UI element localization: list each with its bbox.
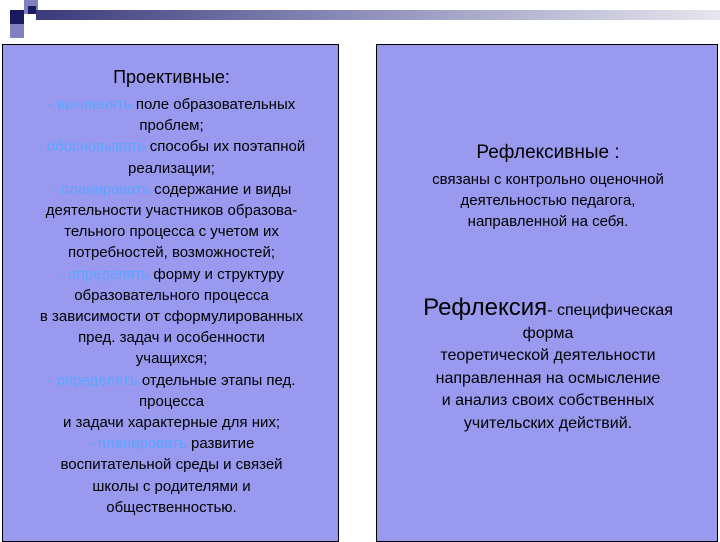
projective-line xyxy=(3,179,340,200)
top-decorative-bar xyxy=(36,10,720,20)
reflexive-panel xyxy=(376,44,718,542)
corner-square-dark-small xyxy=(28,6,36,14)
highlighted-verb: - планировать xyxy=(51,180,150,198)
line-text: и задачи характерные для них; xyxy=(62,414,281,432)
projective-line xyxy=(3,158,340,179)
line-text: образовательного процесса xyxy=(74,286,269,304)
highlighted-verb: - обосновывать xyxy=(37,138,146,156)
description-line: направленной на себя. xyxy=(467,213,629,230)
line-text: воспитательной среды и связей xyxy=(60,456,283,474)
projective-line xyxy=(3,370,340,391)
highlighted-verb: - вычленять xyxy=(47,96,132,113)
highlighted-verb: - определять xyxy=(47,371,138,389)
projective-line xyxy=(3,306,340,327)
line-text: тельного процесса с учетом их xyxy=(64,223,279,241)
reflexion-line: и анализ своих собственных xyxy=(441,392,655,409)
line-text: потребностей, возможностей; xyxy=(67,244,276,262)
reflexion-lines xyxy=(377,323,719,436)
projective-line xyxy=(3,136,340,157)
line-text: реализации; xyxy=(128,159,215,177)
line-text: деятельности участников образова- xyxy=(45,202,298,220)
projective-title: Проективные: xyxy=(113,67,230,87)
line-text: форму и структуру xyxy=(149,265,284,283)
projective-line xyxy=(3,433,340,454)
line-text: поле образовательных xyxy=(131,96,296,113)
line-text: пред. задач и особенности xyxy=(78,329,265,347)
corner-square-blue-low xyxy=(10,24,24,38)
reflexive-title: Рефлексивные : xyxy=(476,142,620,163)
line-text: общественностью. xyxy=(106,498,237,516)
reflexion-first-rest: - специфическая xyxy=(547,302,673,319)
highlighted-verb: - планировать xyxy=(88,435,187,453)
line-text: развитие xyxy=(186,435,255,453)
projective-line xyxy=(3,94,340,115)
corner-square-dark xyxy=(10,10,24,24)
highlighted-verb: - определять xyxy=(59,265,150,283)
line-text: в зависимости от сформулированных xyxy=(39,308,304,326)
projective-line xyxy=(3,348,340,369)
line-text: способы их поэтапной xyxy=(145,138,306,156)
description-line: связаны с контрольно оценочной xyxy=(432,171,664,188)
reflexion-line: направленная на осмысление xyxy=(435,369,661,387)
reflexive-description xyxy=(377,169,719,232)
projective-line xyxy=(3,221,340,242)
line-text: проблем; xyxy=(139,117,204,135)
line-text: содержание и виды xyxy=(149,180,292,198)
description-line: деятельностью педагога, xyxy=(460,192,636,209)
projective-line xyxy=(3,476,340,497)
projective-line xyxy=(3,285,340,306)
projective-panel xyxy=(2,44,339,542)
reflexion-first-line xyxy=(377,294,719,323)
projective-line xyxy=(3,454,340,475)
projective-line xyxy=(3,242,340,263)
line-text: школы с родителями и xyxy=(92,477,251,495)
projective-list xyxy=(3,94,340,518)
reflexion-line: теоретической деятельности xyxy=(440,347,656,364)
line-text: процесса xyxy=(139,392,204,410)
line-text: отдельные этапы пед. xyxy=(137,371,296,389)
projective-line xyxy=(3,412,340,433)
reflexion-term: Рефлексия xyxy=(423,294,548,321)
reflexion-line: учительских действий. xyxy=(463,414,633,432)
projective-line xyxy=(3,391,340,412)
reflexion-definition xyxy=(377,294,719,435)
projective-line xyxy=(3,327,340,348)
projective-line xyxy=(3,200,340,221)
projective-line xyxy=(3,115,340,136)
projective-line xyxy=(3,497,340,518)
projective-line xyxy=(3,264,340,285)
reflexion-line: форма xyxy=(522,324,574,342)
line-text: учащихся; xyxy=(135,350,208,368)
